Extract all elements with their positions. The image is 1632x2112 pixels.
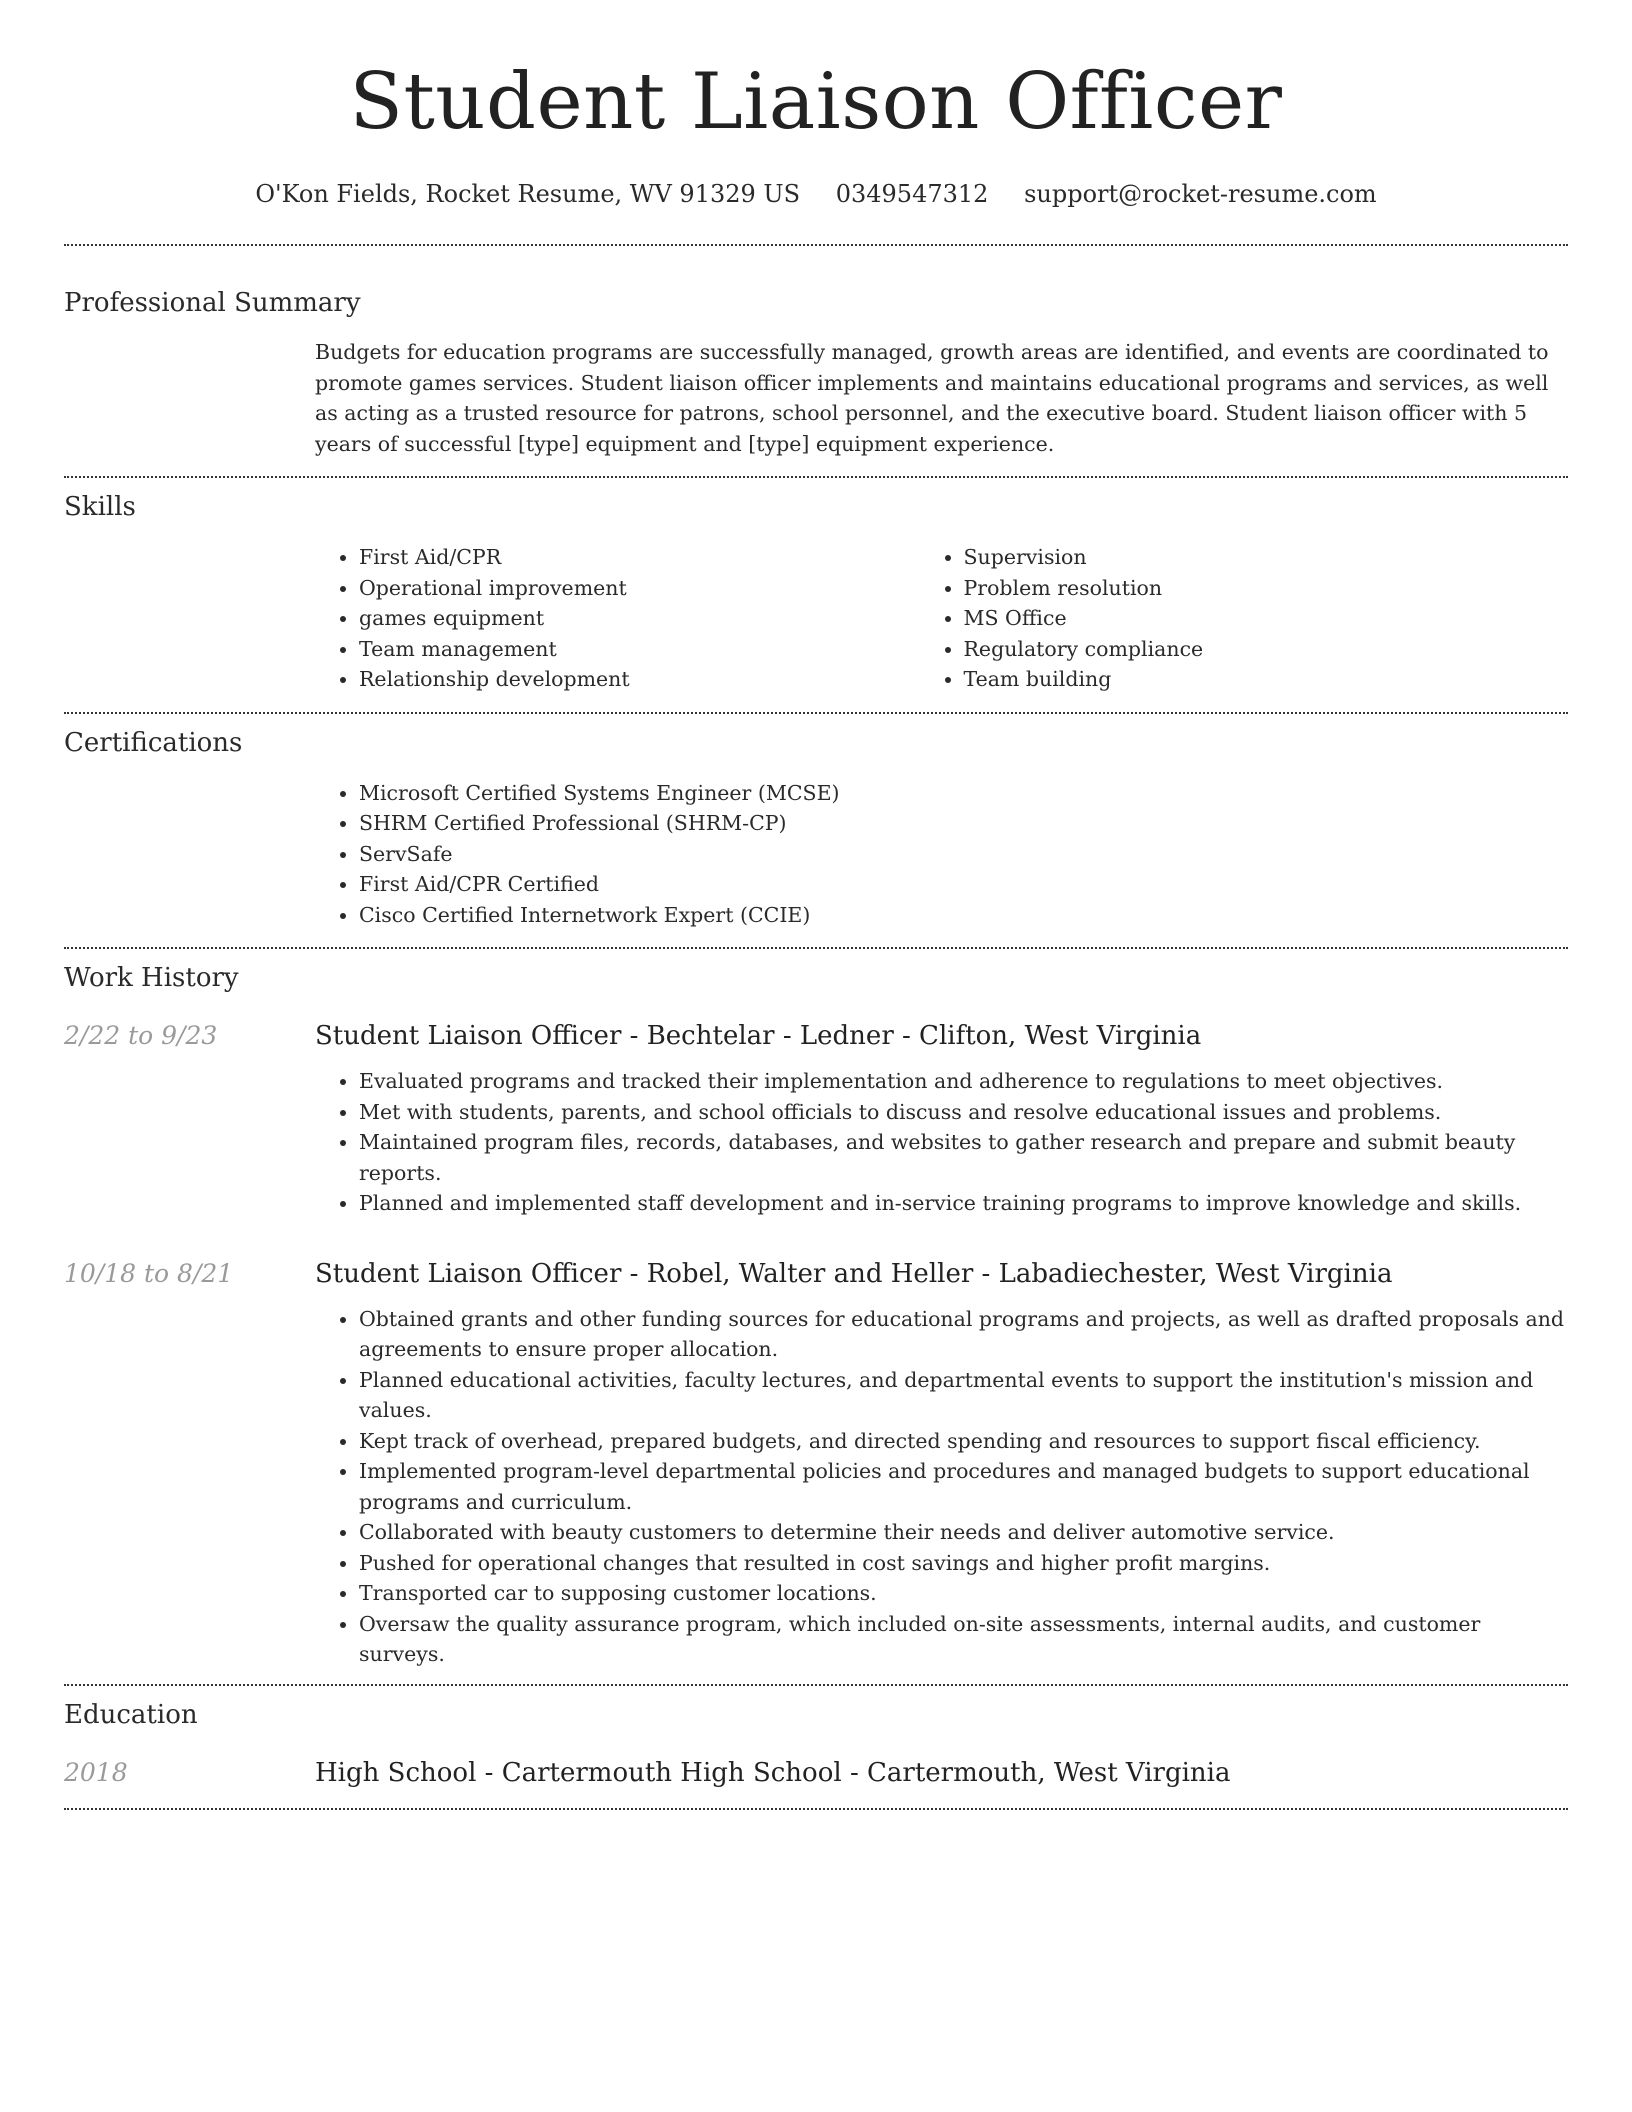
skill-item: • Relationship development [359, 664, 964, 695]
job-heading: Student Liaison Officer - Robel, Walter and Heller - Labadiechester, West Virginia [315, 1258, 1393, 1289]
candidate-name: Student Liaison Officer [349, 57, 1283, 147]
work-history-title: Work History [64, 963, 239, 993]
job-duties [315, 1304, 1568, 1670]
certifications-title: Certifications [64, 727, 243, 758]
education-heading: High School - Cartermouth High School - Cartermouth, West Virginia [315, 1757, 1231, 1788]
certification-item: • ServSafe [359, 839, 1568, 870]
summary-title: Professional Summary [64, 288, 361, 318]
certification-item: • SHRM Certified Professional (SHRM-CP) [359, 808, 1568, 839]
job-bullet-list [315, 1066, 1568, 1219]
skill-item: • Problem resolution [964, 573, 1569, 604]
summary-content [315, 337, 1568, 459]
job-dates: 10/18 to 8/21 [64, 1258, 234, 1288]
contact-phone: 0349547312 [835, 180, 989, 208]
education-dates: 2018 [64, 1757, 128, 1787]
job-entry [64, 1019, 1568, 1219]
certifications-content [315, 778, 1568, 931]
job-bullet: • Met with students, parents, and school officials to discuss and resolve educational issues and problems. [359, 1097, 1568, 1128]
divider [64, 712, 1568, 714]
skill-item: • Supervision [964, 542, 1569, 573]
job-bullet: • Transported car to supposing customer locations. [359, 1578, 1568, 1609]
divider [64, 1684, 1568, 1686]
skill-item: • Team building [964, 664, 1569, 695]
job-bullet: • Evaluated programs and tracked their implementation and adherence to regulations to meet objectives. [359, 1066, 1568, 1097]
job-bullet: • Planned and implemented staff development and in-service training programs to improve knowledge and skills. [359, 1188, 1568, 1219]
certification-item: • Cisco Certified Internetwork Expert (CCIE) [359, 900, 1568, 931]
skill-item: • Operational improvement [359, 573, 964, 604]
divider [64, 244, 1568, 246]
job-bullet: • Pushed for operational changes that resulted in cost savings and higher profit margins. [359, 1548, 1568, 1579]
job-bullet: • Obtained grants and other funding sources for educational programs and projects, as well as drafted proposals and agreements to ensure proper allocation. [359, 1304, 1568, 1365]
divider [64, 947, 1568, 949]
skills-grid [315, 542, 1568, 695]
summary-text: Budgets for education programs are successfully managed, growth areas are identified, and events are coordinated to promote games services. Student liaison officer implements and maintains educational programs and services, as well as acting as a trusted resource for patrons, school personnel, and the executive board. Student liaison officer with 5 years of successful [type] equipment and [type] equipment experience. [315, 340, 1549, 456]
certification-item: • Microsoft Certified Systems Engineer (MCSE) [359, 778, 1568, 809]
job-bullet: • Implemented program-level departmental policies and procedures and managed budgets to support educational programs and curriculum. [359, 1456, 1568, 1517]
certifications-section [64, 726, 1568, 931]
skill-item: • Regulatory compliance [964, 634, 1569, 665]
job-bullet: • Kept track of overhead, prepared budgets, and directed spending and resources to support fiscal efficiency. [359, 1426, 1568, 1457]
skill-item: • First Aid/CPR [359, 542, 964, 573]
education-section [64, 1698, 1568, 1790]
summary-section [64, 286, 1568, 459]
job-bullet: • Oversaw the quality assurance program, which included on-site assessments, internal audits, and customer surveys. [359, 1609, 1568, 1670]
contact-line [64, 178, 1568, 210]
skills-list-right [964, 542, 1569, 695]
skills-title: Skills [64, 492, 136, 522]
skills-list-left [315, 542, 964, 695]
job-duties [315, 1066, 1568, 1219]
contact-email: support@rocket-resume.com [1024, 180, 1377, 208]
skills-section [64, 490, 1568, 695]
job-bullet: • Planned educational activities, faculty lectures, and departmental events to support the institution's mission and values. [359, 1365, 1568, 1426]
certifications-list [315, 778, 1568, 931]
job-bullet: • Maintained program files, records, databases, and websites to gather research and prepare and submit beauty reports. [359, 1127, 1568, 1188]
job-bullet-list [315, 1304, 1568, 1670]
job-heading: Student Liaison Officer - Bechtelar - Ledner - Clifton, West Virginia [315, 1021, 1202, 1051]
work-history-section [64, 961, 1568, 1670]
certification-item: • First Aid/CPR Certified [359, 869, 1568, 900]
divider [64, 1808, 1568, 1810]
skill-item: • MS Office [964, 603, 1569, 634]
education-entry [64, 1756, 1568, 1790]
skill-item: • Team management [359, 634, 964, 665]
divider [64, 476, 1568, 478]
contact-address: O'Kon Fields, Rocket Resume, WV 91329 US [255, 180, 801, 208]
job-dates: 2/22 to 9/23 [64, 1021, 218, 1050]
skill-item: • games equipment [359, 603, 964, 634]
job-bullet: • Collaborated with beauty customers to determine their needs and deliver automotive service. [359, 1517, 1568, 1548]
education-title: Education [64, 1699, 198, 1730]
job-entry [64, 1257, 1568, 1670]
